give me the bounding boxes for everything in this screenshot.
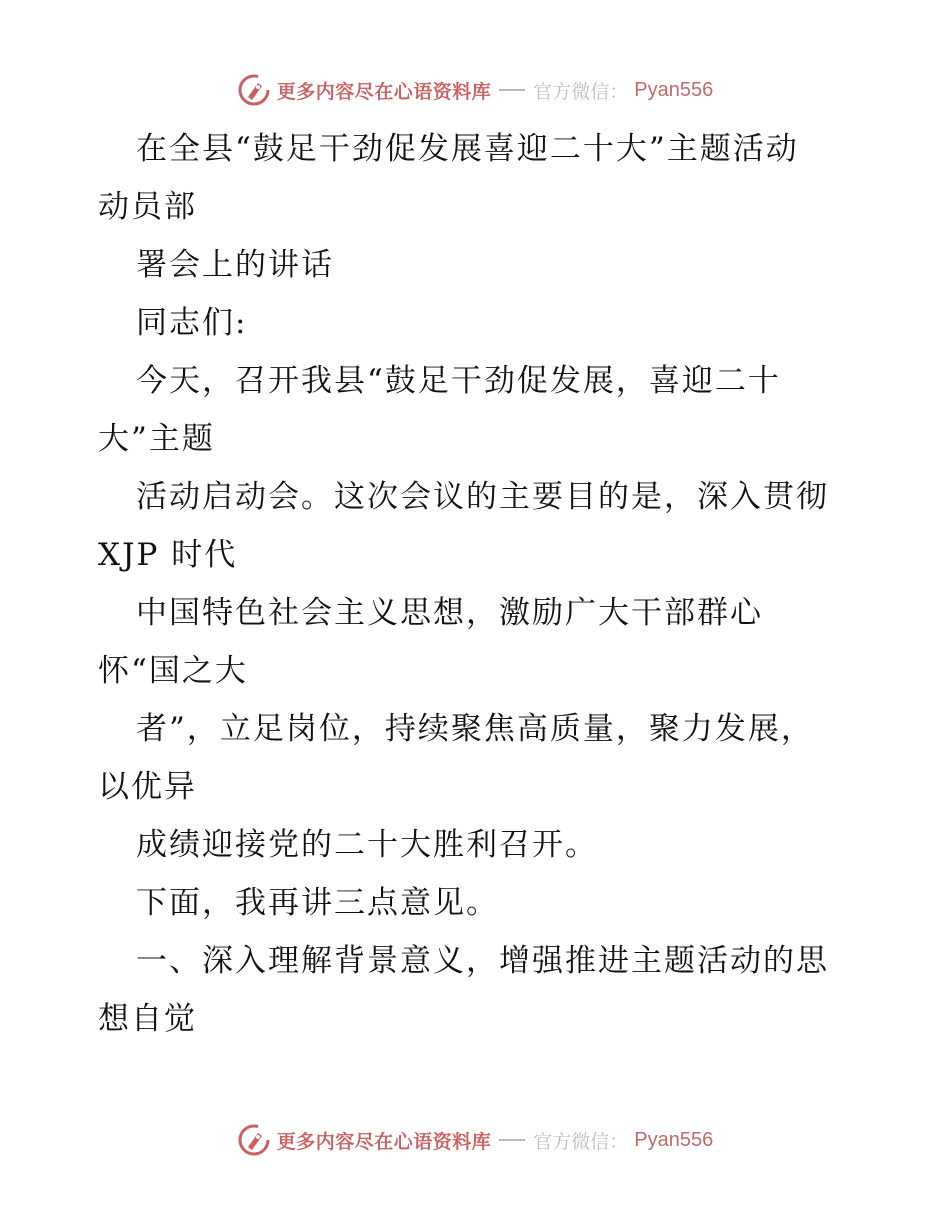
banner-divider bbox=[499, 89, 525, 91]
paragraph-line: XJP 时代 bbox=[98, 537, 238, 573]
salutation: 同志们: bbox=[136, 305, 248, 341]
paragraph-line: 下面，我再讲三点意见。 bbox=[136, 885, 499, 921]
document-body bbox=[98, 120, 858, 1048]
paragraph-line: 今天，召开我县“鼓足干劲促发展，喜迎二十 bbox=[136, 363, 781, 399]
paragraph-line: 以优异 bbox=[98, 769, 197, 805]
banner-text: 更多内容尽在心语资料库 bbox=[276, 1130, 492, 1153]
title-line-2: 动员部 bbox=[98, 189, 197, 225]
paragraph-line: 怀“国之大 bbox=[98, 653, 248, 689]
pen-nib-logo-icon bbox=[237, 1123, 271, 1157]
banner-wechat-label: 官方微信： bbox=[533, 1130, 629, 1153]
section-heading-line: 一、深入理解背景意义，增强推进主题活动的思 bbox=[136, 943, 829, 979]
paragraph-line: 大”主题 bbox=[98, 421, 215, 457]
pen-nib-logo-icon bbox=[237, 73, 271, 107]
banner-divider bbox=[499, 1139, 525, 1141]
section-heading-line: 想自觉 bbox=[98, 1001, 197, 1037]
banner-wechat-id: Pyan556 bbox=[634, 78, 714, 101]
banner-wechat-label: 官方微信： bbox=[533, 80, 629, 103]
paragraph-line: 活动启动会。这次会议的主要目的是，深入贯彻 bbox=[136, 479, 829, 515]
top-banner bbox=[0, 70, 950, 110]
paragraph-line: 者”，立足岗位，持续聚焦高质量，聚力发展， bbox=[136, 711, 814, 747]
title-line-3: 署会上的讲话 bbox=[136, 247, 334, 283]
banner-wechat-id: Pyan556 bbox=[634, 1128, 714, 1151]
bottom-banner bbox=[0, 1120, 950, 1160]
banner-text: 更多内容尽在心语资料库 bbox=[276, 80, 492, 103]
title-line-1: 在全县“鼓足干劲促发展喜迎二十大”主题活动 bbox=[136, 131, 799, 167]
paragraph-line: 成绩迎接党的二十大胜利召开。 bbox=[136, 827, 598, 863]
paragraph-line: 中国特色社会主义思想，激励广大干部群心 bbox=[136, 595, 763, 631]
